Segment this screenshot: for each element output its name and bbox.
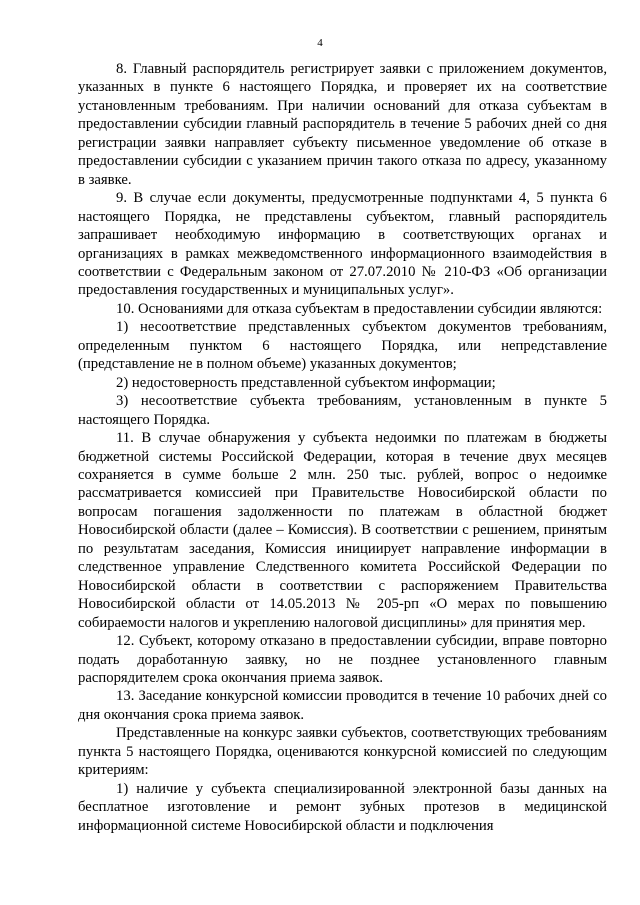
criteria-item-1: 1) наличие у субъекта специализированной электронной базы данных на бесплатное изготовление и ремонт зубных протезов в медицинской информационной системе Новосибирской области и подключения — [78, 780, 607, 834]
paragraph-item-8: 8. Главный распорядитель регистрирует заявки с приложением документов, указанных в пункте 6 настоящего Порядка, и проверяет их на соответствие установленным требованиям. При наличии оснований для отказа субъектам в предоставлении субсидии главный распорядитель в течение 5 рабочих дней со дня регистрации заявки направляет субъекту письменное уведомление об отказе в предоставлении субсидии с указанием причин такого отказа по адресу, указанному в заявке. — [78, 61, 607, 188]
paragraph-item-12: 12. Субъект, которому отказано в предоставлении субсидии, вправе повторно подать доработанную заявку, но не позднее установленного главным распорядителем срока окончания приема заявок. — [78, 633, 607, 686]
subitem-10-3: 3) несоответствие субъекта требованиям, установленным в пункте 5 настоящего Порядка. — [78, 393, 607, 428]
paragraph-item-9: 9. В случае если документы, предусмотренные подпунктами 4, 5 пункта 6 настоящего Порядка, не представлены субъектом, главный распорядитель запрашивает необходимую информацию в соответствующих органах и организациях в рамках межведомственного информационного взаимодействия в соответствии с Федеральным законом от 27.07.2010 № 210-ФЗ «Об организации предоставления государственных и муниципальных услуг». — [78, 190, 607, 299]
document-body — [78, 60, 607, 835]
paragraph-item-13: 13. Заседание конкурсной комиссии проводится в течение 10 рабочих дней со дня окончания срока приема заявок. — [78, 688, 607, 723]
paragraph-item-11: 11. В случае обнаружения у субъекта недоимки по платежам в бюджеты бюджетной системы Российской Федерации, которая в течение двух месяцев сохраняется в сумме больше 2 млн. 250 тыс. рублей, вопрос о недоимке рассматривается комиссией при Правительстве Новосибирской области по вопросам погашения задолженности по платежам в областной бюджет Новосибирской области (далее – Комиссия). В соответствии с решением, принятым по результатам заседания, Комиссия инициирует направление информации в следственное управление Следственного комитета Российской Федерации по Новосибирской области в соответствии с распоряжением Правительства Новосибирской области от 14.05.2013 № 205-рп «О мерах по повышению собираемости налогов и укреплению налоговой дисциплины» для принятия мер. — [78, 430, 607, 631]
page-number: 4 — [317, 37, 323, 49]
paragraph-criteria-intro: Представленные на конкурс заявки субъектов, соответствующих требованиям пункта 5 настоящего Порядка, оцениваются конкурсной комиссией по следующим критериям: — [78, 725, 607, 779]
subitem-10-2: 2) недостоверность представленной субъектом информации; — [116, 374, 496, 391]
subitem-10-1: 1) несоответствие представленных субъектом документов требованиям, определенным пунктом 6 настоящего Порядка, или непредставление (представление не в полном объеме) указанных документов; — [78, 319, 607, 373]
paragraph-item-10: 10. Основаниями для отказа субъектам в предоставлении субсидии являются: — [116, 300, 603, 317]
